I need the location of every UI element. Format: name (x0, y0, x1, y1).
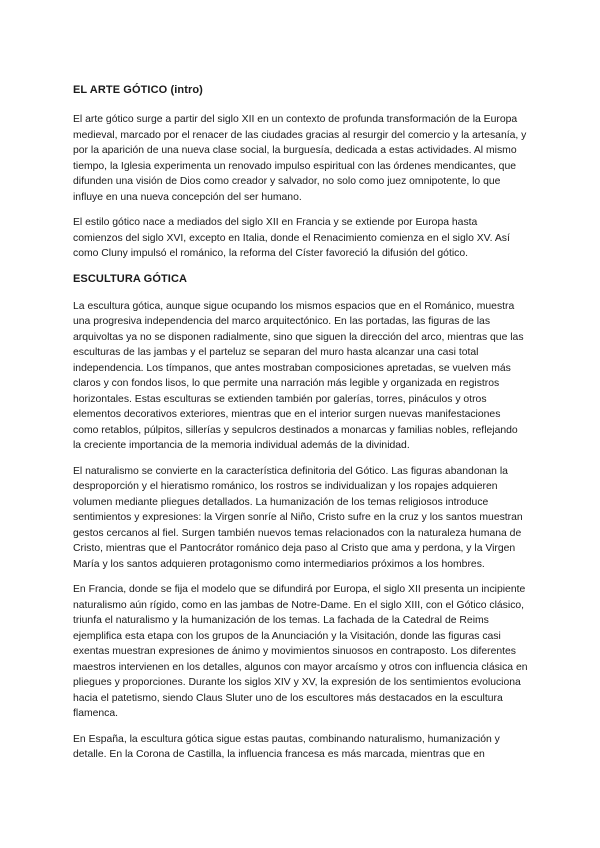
section-title-escultura: ESCULTURA GÓTICA (73, 272, 188, 285)
paragraph: El estilo gótico nace a mediados del siglo XII en Francia y se extiende por Europa hasta comienzos del siglo XVI, excepto en Italia, donde el Renacimiento comienza en el siglo XV. Así como Cluny impulsó el románico, la reforma del Císter favoreció la difusión del gótico. (73, 217, 510, 259)
document-page (73, 83, 528, 773)
section-title-intro: EL ARTE GÓTICO (intro) (73, 84, 203, 96)
paragraph: En España, la escultura gótica sigue estas pautas, combinando naturalismo, humanización y detalle. En la Corona de Castilla, la influencia francesa es más marcada, mientras que en (73, 733, 500, 760)
paragraph: El naturalismo se convierte en la característica definitoria del Gótico. Las figuras abandonan la desproporción y el hieratismo románico, los rostros se individualizan y los ropajes adquieren volumen mediante pliegues detallados. La humanización de los temas religiosos introduce sentimientos y expresiones: la Virgen sonríe al Niño, Cristo sufre en la cruz y los santos muestran gestos cercanos al fiel. Surgen también nuevos temas relacionados con la naturaleza humana de Cristo, mientras que el Pantocrátor románico deja paso al Cristo que ama y perdona, y la Virgen María y los santos adquieren protagonismo como intermediarios próximos a los hombres. (73, 465, 523, 570)
paragraph: El arte gótico surge a partir del siglo XII en un contexto de profunda transformación de la Europa medieval, marcado por el renacer de las ciudades gracias al resurgir del comercio y la artesanía, y por la aparición de una nueva clase social, la burguesía, dedicada a estas actividades. Al mismo tiempo, la Iglesia experimenta un renovado impulso espiritual con las órdenes mendicantes, que difunden una visión de Dios como creador y salvador, no solo como juez omnipotente, lo que influye en una nueva concepción del ser humano. (73, 114, 527, 203)
paragraph: La escultura gótica, aunque sigue ocupando los mismos espacios que en el Románico, muestra una progresiva independencia del marco arquitectónico. En las portadas, las figuras de las arquivoltas ya no se disponen radialmente, sino que siguen la dirección del arco, mientras que las esculturas de las jambas y el parteluz se separan del muro hasta alcanzar una casi total independencia. Los tímpanos, que antes mostraban composiciones apretadas, se vuelven más claros y con fondos lisos, lo que permite una narración más legible y organizada en registros horizontales. Estas esculturas se extienden también por galerías, torres, pináculos y otros elementos decorativos exteriores, mientras que en el interior surgen nuevas manifestaciones como retablos, púlpitos, sillerías y sepulcros destinados a monarcas y familias nobles, reflejando la creciente importancia de la memoria individual además de la divinidad. (73, 300, 524, 451)
paragraph: En Francia, donde se fija el modelo que se difundirá por Europa, el siglo XII presenta un incipiente naturalismo aún rígido, como en las jambas de Notre-Dame. En el siglo XIII, con el Gótico clásico, triunfa el naturalismo y la humanización de los temas. La fachada de la Catedral de Reims ejemplifica esta etapa con los grupos de la Anunciación y la Visitación, donde las figuras casi exentas muestran expresiones de ánimo y movimientos sinuosos en contraposto. Los diferentes maestros intervienen en los detalles, algunos con mayor arcaísmo y otros con influencia clásica en pliegues y proporciones. Durante los siglos XIV y XV, la expresión de los sentimientos evoluciona hacia el patetismo, siendo Claus Sluter uno de los escultores más destacados en la escultura flamenca. (73, 584, 528, 719)
